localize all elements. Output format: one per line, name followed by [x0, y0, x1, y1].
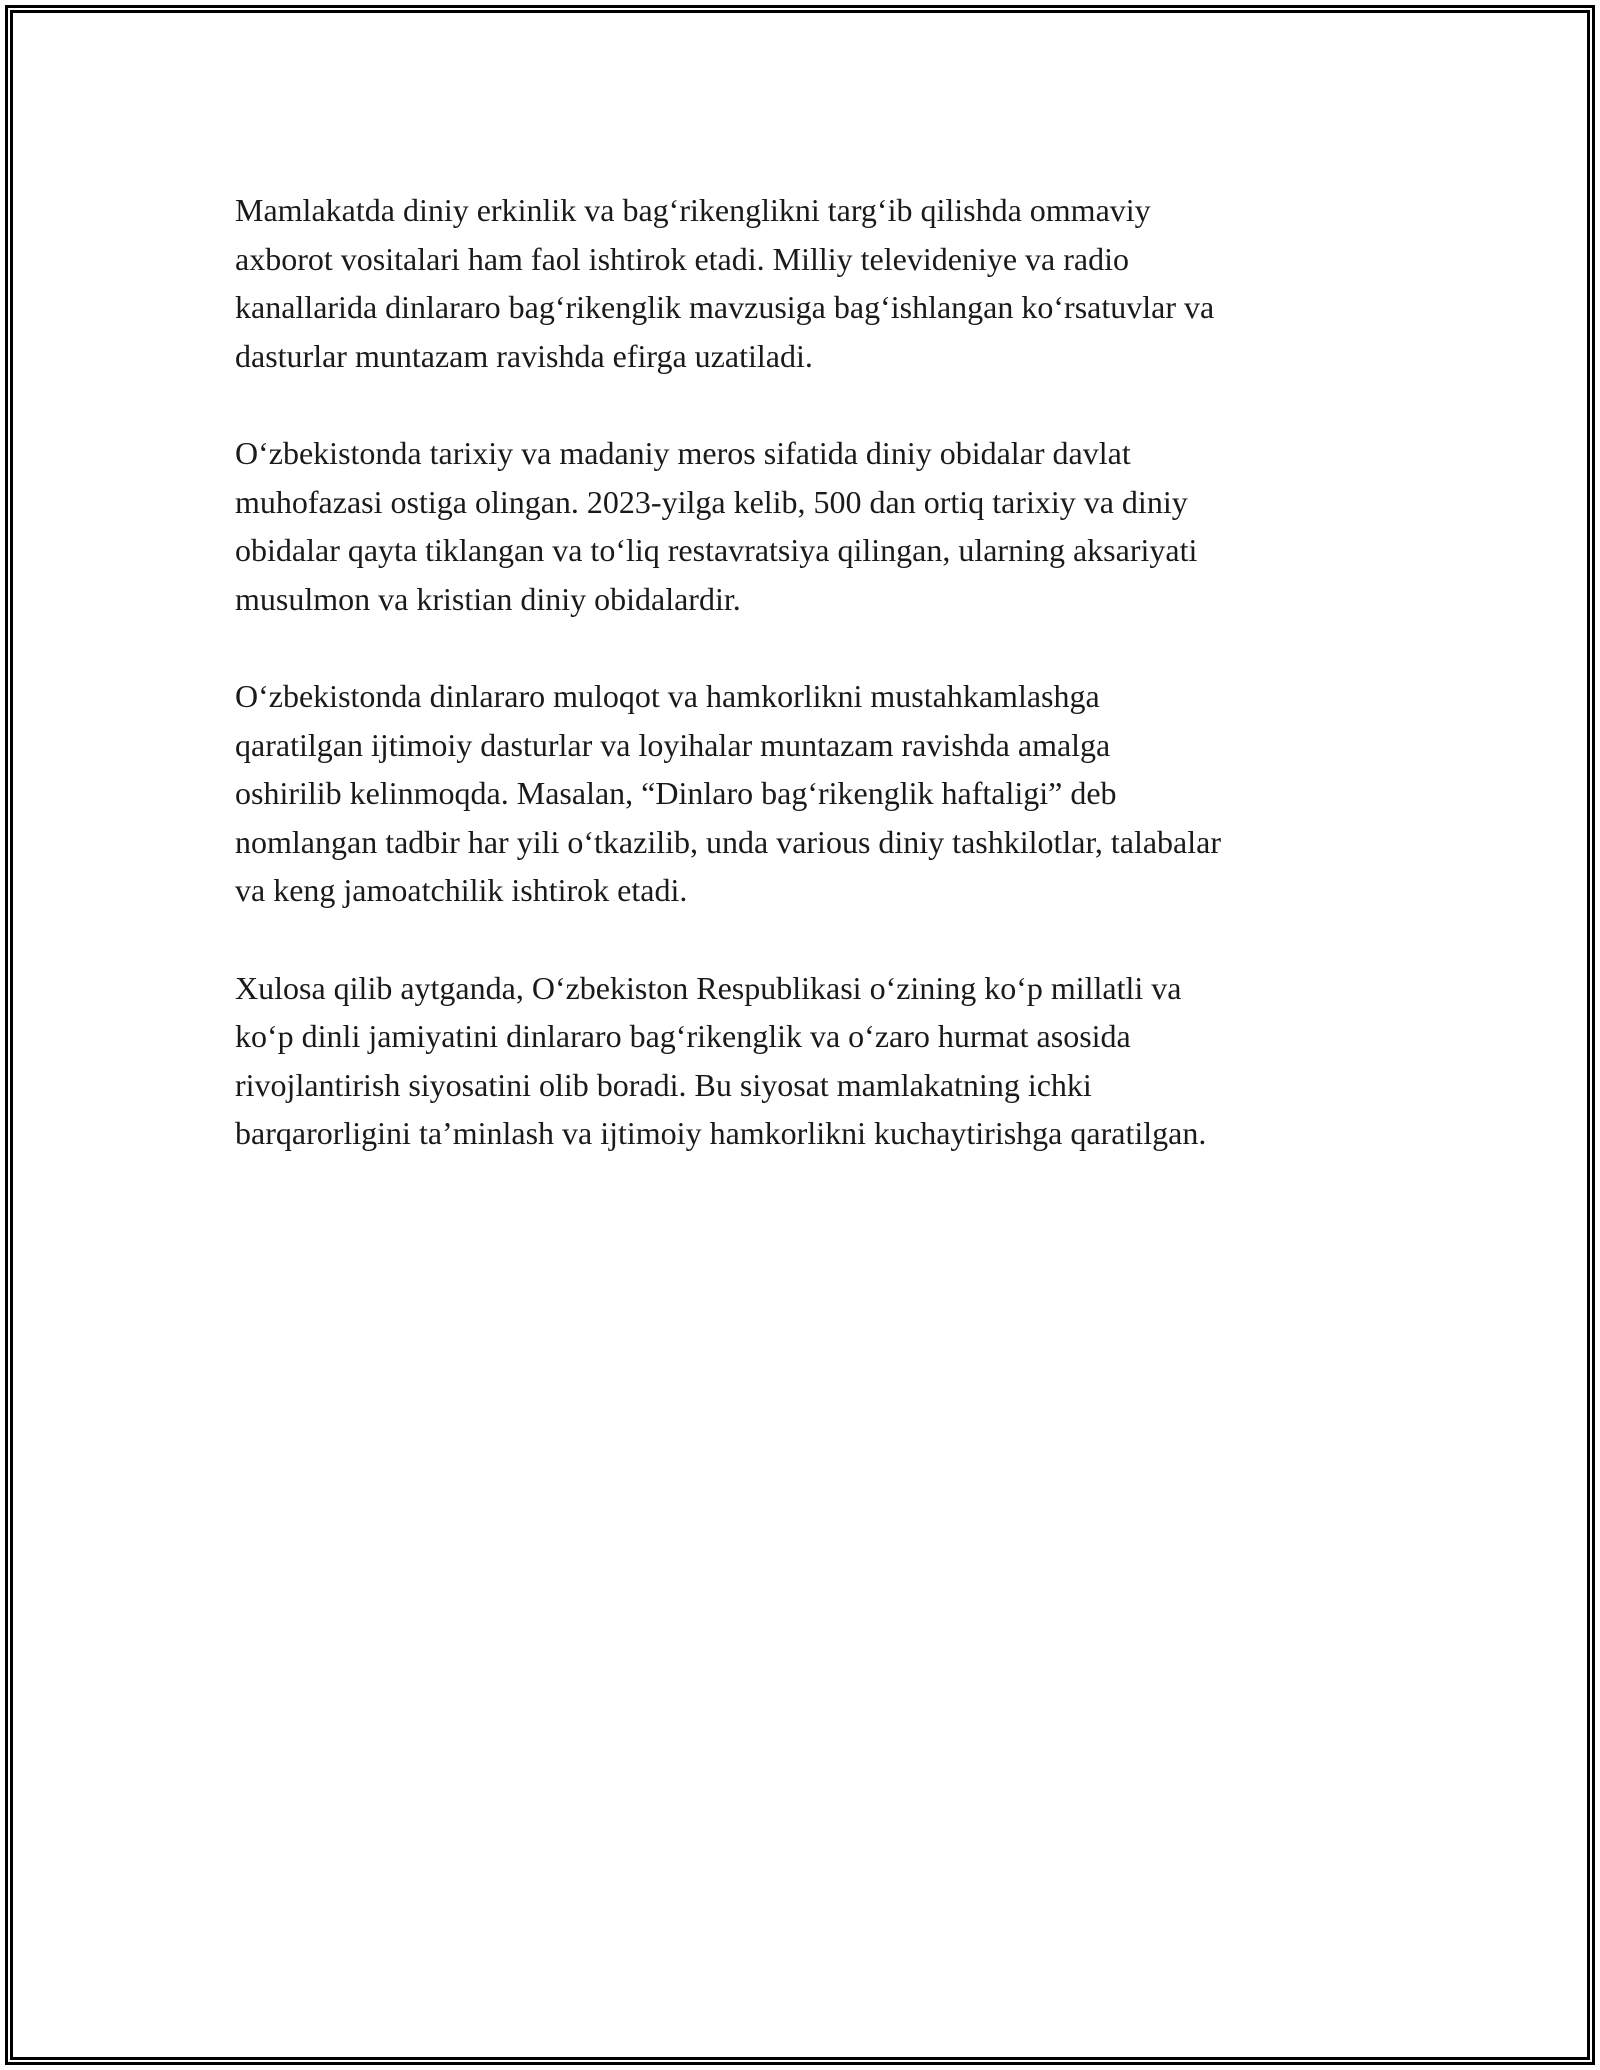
paragraph-media: Mamlakatda diniy erkinlik va bag‘rikenglikni targ‘ib qilishda ommaviy axborot vositalari ham faol ishtirok etadi. Milliy televideniye va radio kanallarida dinlararo bag‘rikenglik mavzusiga bag‘ishlangan ko‘rsatuvlar va dasturlar muntazam ravishda efirga uzatiladi.: [235, 192, 1215, 374]
paragraph-heritage: O‘zbekistonda tarixiy va madaniy meros sifatida diniy obidalar davlat muhofazasi ostiga olingan. 2023-yilga kelib, 500 dan ortiq tarixiy va diniy obidalar qayta tiklangan va to‘liq restavratsiya qilingan, ularning aksariyati musulmon va kristian diniy obidalardir.: [235, 435, 1198, 617]
paragraph-conclusion: Xulosa qilib aytganda, O‘zbekiston Respublikasi o‘zining ko‘p millatli va ko‘p dinli jamiyatini dinlararo bag‘rikenglik va o‘zaro hurmat asosida rivojlantirish siyosatini olib boradi. Bu siyosat mamlakatning ichki barqarorligini ta’minlash va ijtimoiy hamkorlikni kuchaytirishga qaratilgan.: [235, 969, 1207, 1151]
document-body: [235, 186, 1375, 1207]
paragraph-dialogue: O‘zbekistonda dinlararo muloqot va hamkorlikni mustahkamlashga qaratilgan ijtimoiy dasturlar va loyihalar muntazam ravishda amalga oshirilib kelinmoqda. Masalan, “Dinlaro bag‘rikenglik haftaligi” deb nomlangan tadbir har yili o‘tkazilib, unda various diniy tashkilotlar, talabalar va keng jamoatchilik ishtirok etadi.: [235, 678, 1221, 908]
